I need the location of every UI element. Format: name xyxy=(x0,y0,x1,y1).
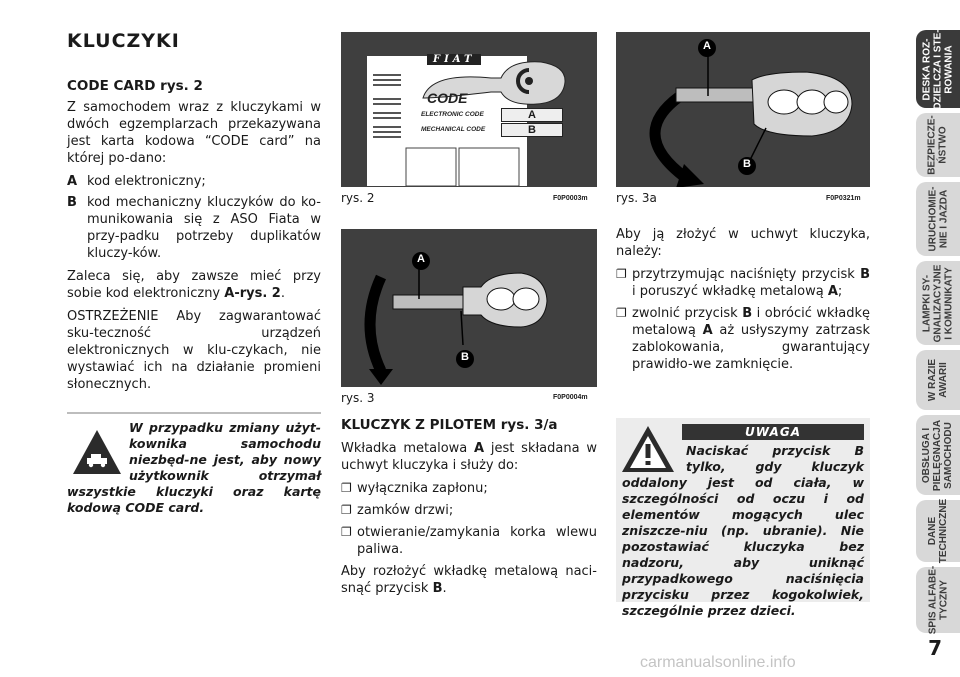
note-text: W przypadku zmiany użyt-kownika samochodu niezbęd-ne jest, aby nowy użytkownik otrzymał wszystkie kluczyki oraz kartę kodową CODE card. xyxy=(67,420,321,515)
figure-code: F0P0003m xyxy=(553,195,588,202)
key-fold-illustration xyxy=(341,229,597,387)
watermark: carmanualsonline.info xyxy=(640,654,796,671)
warning-paragraph: OSTRZEŻENIE Aby zagwarantować sku-teczność urządzeń elektronicznych w klu-czykach, nie wystawiać ich na działanie promieni słonecznych. xyxy=(67,309,321,392)
checkbox-bullet-icon: ❐ xyxy=(616,267,627,281)
checkbox-bullet-icon: ❐ xyxy=(341,481,352,495)
figure-key-fold xyxy=(341,229,597,387)
item-key: B xyxy=(67,195,77,210)
tab-uruchomienie[interactable]: URUCHOMIE- NIE I JAZDA xyxy=(916,182,960,256)
list-item xyxy=(67,173,321,190)
mechanical-code-label: MECHANICAL CODE xyxy=(421,126,486,133)
list-item xyxy=(67,194,321,262)
mechanical-code-value: B xyxy=(501,123,563,137)
recommendation-paragraph: Zaleca się, aby zawsze mieć przy sobie kod elektroniczny A-rys. 2. xyxy=(67,269,321,301)
checkbox-bullet-icon: ❐ xyxy=(616,306,627,320)
list-item: ❐ przytrzymując naciśnięty przycisk B i poruszyć wkładkę metalową A; xyxy=(616,267,870,299)
list-item: ❐ wyłącznika zapłonu; xyxy=(341,481,488,496)
item-text: kod elektroniczny; xyxy=(87,174,206,189)
tab-spis-alfabetyczny[interactable]: SPIS ALFABE- TYCZNY xyxy=(916,567,960,633)
middle-column xyxy=(341,417,597,603)
card-title: CODE xyxy=(427,90,468,106)
tab-lampki-sygnalizacyjne[interactable]: LAMPKI SY- GNALIZACYJNE I KOMUNIKATY xyxy=(916,261,960,345)
remote-key-icon xyxy=(511,66,547,96)
intro-paragraph: Aby ją złożyć w uchwyt kluczyka, należy: xyxy=(616,227,870,259)
tab-deska-rozdzielcza[interactable]: DESKA ROZ- DZIELCZA I STE- ROWANIA xyxy=(916,30,960,108)
left-column xyxy=(67,78,321,399)
checkbox-bullet-icon: ❐ xyxy=(341,525,352,539)
figure-code: F0P0004m xyxy=(553,394,588,401)
page-number: 7 xyxy=(928,636,942,660)
list-item: ❐ zwolnić przycisk B i obrócić wkładkę metalową A aż usłyszymy zatrzask zablokowania, gwarantujący prawidło-we zamknięcie. xyxy=(616,306,870,372)
outro-paragraph: Aby rozłożyć wkładkę metalową naci-snąć przycisk B. xyxy=(341,564,597,596)
intro-paragraph: Wkładka metalowa A jest składana w uchwyt kluczyka i służy do: xyxy=(341,441,597,473)
note-box xyxy=(67,412,321,515)
tab-dane-techniczne[interactable]: DANE TECHNICZNE xyxy=(916,500,960,562)
tab-obsluga-pielegnacja[interactable]: OBSŁUGA I PIELĘGNACJA SAMOCHODU xyxy=(916,415,960,495)
list-item: ❐ otwieranie/zamykania korka wlewu paliwa. xyxy=(341,525,597,557)
figure-caption: rys. 3a xyxy=(616,191,657,205)
uwaga-box xyxy=(616,418,870,618)
tab-bezpieczenstwo[interactable]: BEZPIECZE- ŃSTWO xyxy=(916,113,960,177)
figure-code: F0P0321m xyxy=(826,195,861,202)
item-text: kod mechaniczny kluczyków do ko-munikowania się z ASO Fiata w przy-padku potrzeby duplikatów kluczy-ków. xyxy=(87,195,321,261)
checkbox-bullet-icon: ❐ xyxy=(341,503,352,517)
uwaga-text: Naciskać przycisk B tylko, gdy kluczyk oddalony jest od ciała, w szczególności od oczu i od elementów mogących ulec zniszcze-niu (np. ubranie). Nie pozostawiać kluczyka bez nadzoru, aby uniknąć przypadkowego naciśnięcia przycisku przez kogokolwiek, szczególnie przez dzieci. xyxy=(622,443,864,618)
figure-caption: rys. 3 xyxy=(341,391,375,405)
intro-paragraph: Z samochodem wraz z kluczykami w dwóch egzemplarzach przekazywana jest karta kodowa “CODE card” na której po-dano: xyxy=(67,100,321,166)
electronic-code-label: ELECTRONIC CODE xyxy=(421,111,484,118)
callout-b: B xyxy=(461,351,469,363)
figure-code-card xyxy=(341,32,597,187)
section-title: KLUCZYKI xyxy=(67,30,180,52)
callout-a: A xyxy=(417,253,425,265)
uwaga-banner: UWAGA xyxy=(682,424,864,440)
callout-b: B xyxy=(743,158,751,170)
list-item: ❐ zamków drzwi; xyxy=(341,503,454,518)
subsection-title: KLUCZYK Z PILOTEM rys. 3/a xyxy=(341,417,558,433)
figure-caption: rys. 2 xyxy=(341,191,375,205)
note-rule xyxy=(67,412,321,414)
electronic-code-value: A xyxy=(501,108,563,122)
figure-key-remote xyxy=(616,32,870,187)
item-key: A xyxy=(67,174,78,189)
tab-w-razie-awarii[interactable]: W RAZIE AWARII xyxy=(916,350,960,410)
right-column xyxy=(616,226,870,378)
callout-a: A xyxy=(703,40,711,52)
subsection-title: CODE CARD rys. 2 xyxy=(67,78,203,94)
fiat-logo: FIAT xyxy=(427,54,481,65)
